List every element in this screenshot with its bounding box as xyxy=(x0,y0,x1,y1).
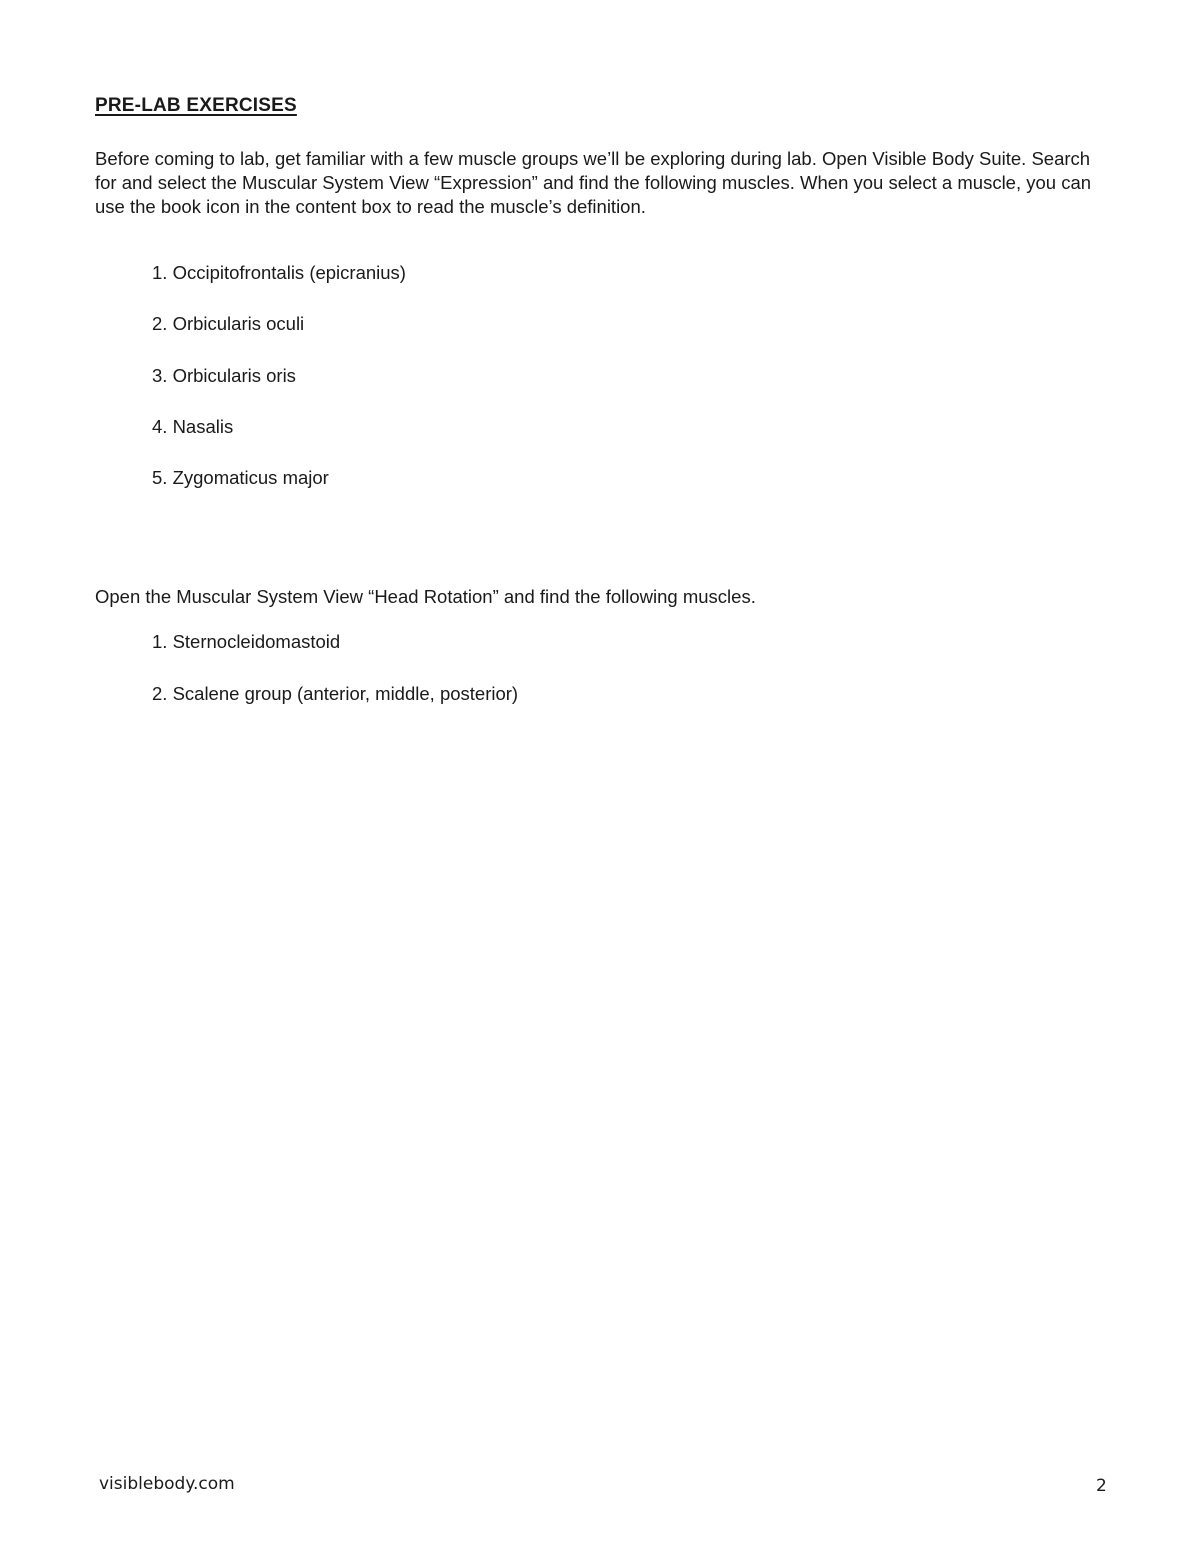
head-rotation-intro: Open the Muscular System View “Head Rotation” and find the following muscles. xyxy=(95,586,756,607)
list-item: 5. Zygomaticus major xyxy=(152,467,329,488)
list-item: 2. Orbicularis oculi xyxy=(152,313,305,334)
list-item: 3. Orbicularis oris xyxy=(152,365,296,386)
page-number: 2 xyxy=(1096,1476,1107,1496)
list-item: 1. Sternocleidomastoid xyxy=(152,631,341,652)
footer-site: visiblebody.com xyxy=(99,1474,235,1494)
section-heading: PRE-LAB EXERCISES xyxy=(95,95,297,116)
list-item: 1. Occipitofrontalis (epicranius) xyxy=(152,262,406,283)
intro-paragraph: Before coming to lab, get familiar with a few muscle groups we’ll be exploring during lab. Open Visible Body Suite. Search for and select the Muscular System View “Expression” and find the following muscles. When you select a muscle, you can use the book icon in the content box to read the muscle’s definition. xyxy=(95,148,1092,217)
list-item: 4. Nasalis xyxy=(152,416,234,437)
list-item: 2. Scalene group (anterior, middle, posterior) xyxy=(152,683,519,704)
